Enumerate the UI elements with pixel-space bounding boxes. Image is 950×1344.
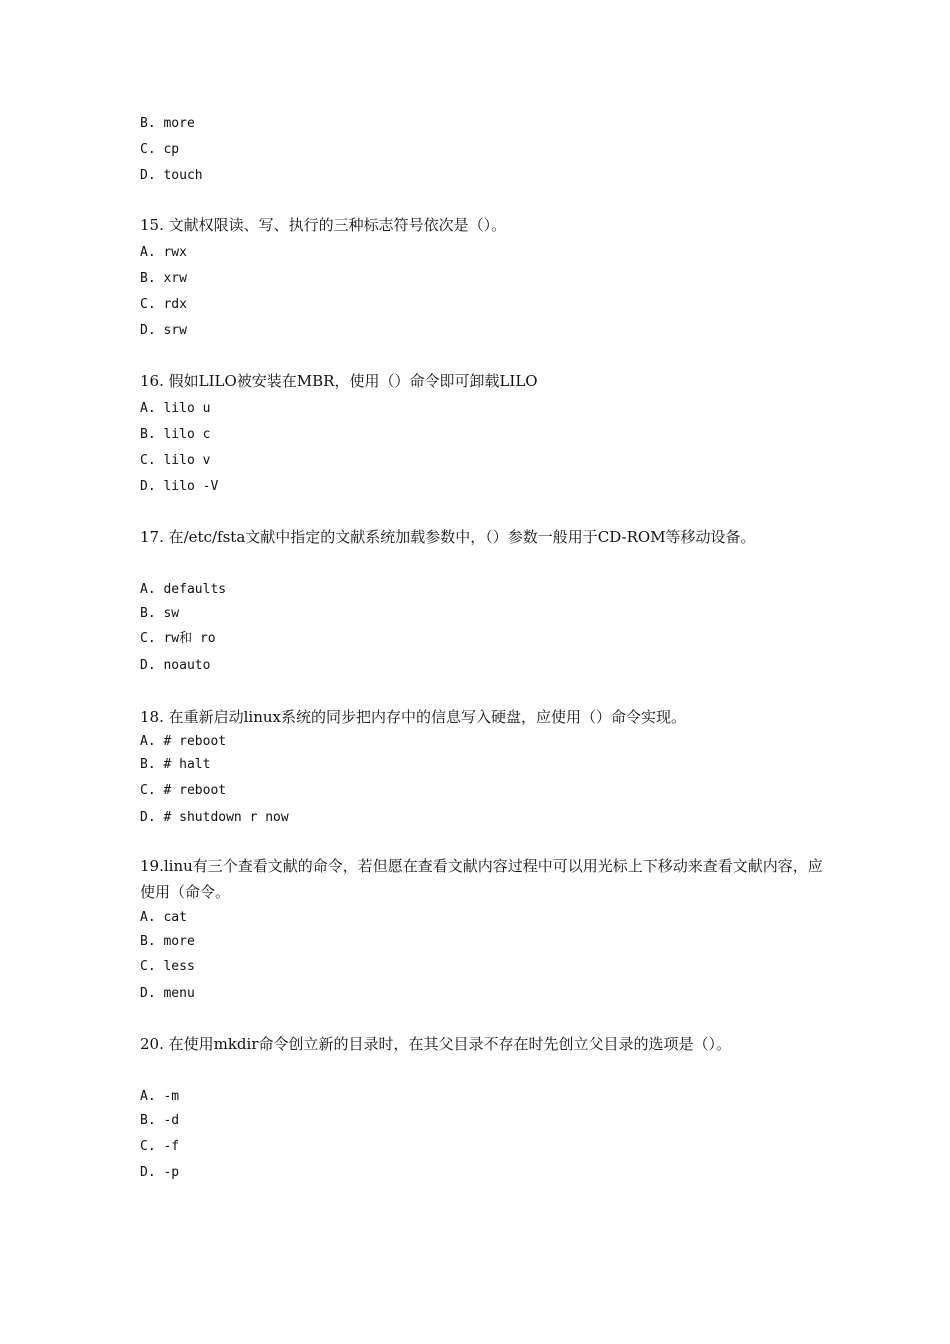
option-c: C. less	[140, 959, 195, 974]
question-18: 18. 在重新启动linux系统的同步把内存中的信息写入硬盘，应使用（）命令实现。	[140, 708, 687, 726]
question-16: 16. 假如LILO被安装在MBR，使用（）命令即可卸载LILO	[140, 372, 538, 390]
option-b: B. sw	[140, 606, 180, 621]
option-a: A. rwx	[140, 245, 187, 260]
option-d: D. touch	[140, 168, 203, 183]
option-a: A. # reboot	[140, 734, 227, 749]
option-a: A. -m	[140, 1089, 180, 1104]
option-c: C. lilo v	[140, 453, 211, 468]
option-a: A. cat	[140, 910, 187, 925]
option-b: B. more	[140, 116, 195, 131]
option-a: A. defaults	[140, 582, 227, 597]
option-d: D. srw	[140, 323, 187, 338]
option-b: B. -d	[140, 1113, 180, 1128]
option-b: B. xrw	[140, 271, 187, 286]
question-20: 20. 在使用mkdir命令创立新的目录时，在其父目录不存在时先创立父目录的选项是（）。	[140, 1035, 732, 1053]
option-c: C. # reboot	[140, 783, 227, 798]
option-d: D. noauto	[140, 658, 211, 673]
option-c: C. rw和 ro	[140, 631, 216, 646]
question-17: 17. 在/etc/fsta文献中指定的文献系统加载参数中，（）参数一般用于CD-ROM等移动设备。	[140, 528, 756, 546]
option-a: A. lilo u	[140, 401, 211, 416]
option-d: D. -p	[140, 1165, 180, 1180]
option-b: B. more	[140, 934, 195, 949]
option-b: B. lilo c	[140, 427, 211, 442]
question-19: 19.linu有三个查看文献的命令，若但愿在查看文献内容过程中可以用光标上下移动来查看文献内容，应使用（命令。	[140, 857, 823, 901]
option-c: C. -f	[140, 1139, 180, 1154]
option-d: D. menu	[140, 986, 195, 1001]
option-d: D. lilo -V	[140, 479, 219, 494]
option-c: C. cp	[140, 142, 180, 157]
question-15: 15. 文献权限读、写、执行的三种标志符号依次是（）。	[140, 216, 507, 234]
option-b: B. # halt	[140, 757, 211, 772]
option-c: C. rdx	[140, 297, 187, 312]
option-d: D. # shutdown r now	[140, 810, 289, 825]
